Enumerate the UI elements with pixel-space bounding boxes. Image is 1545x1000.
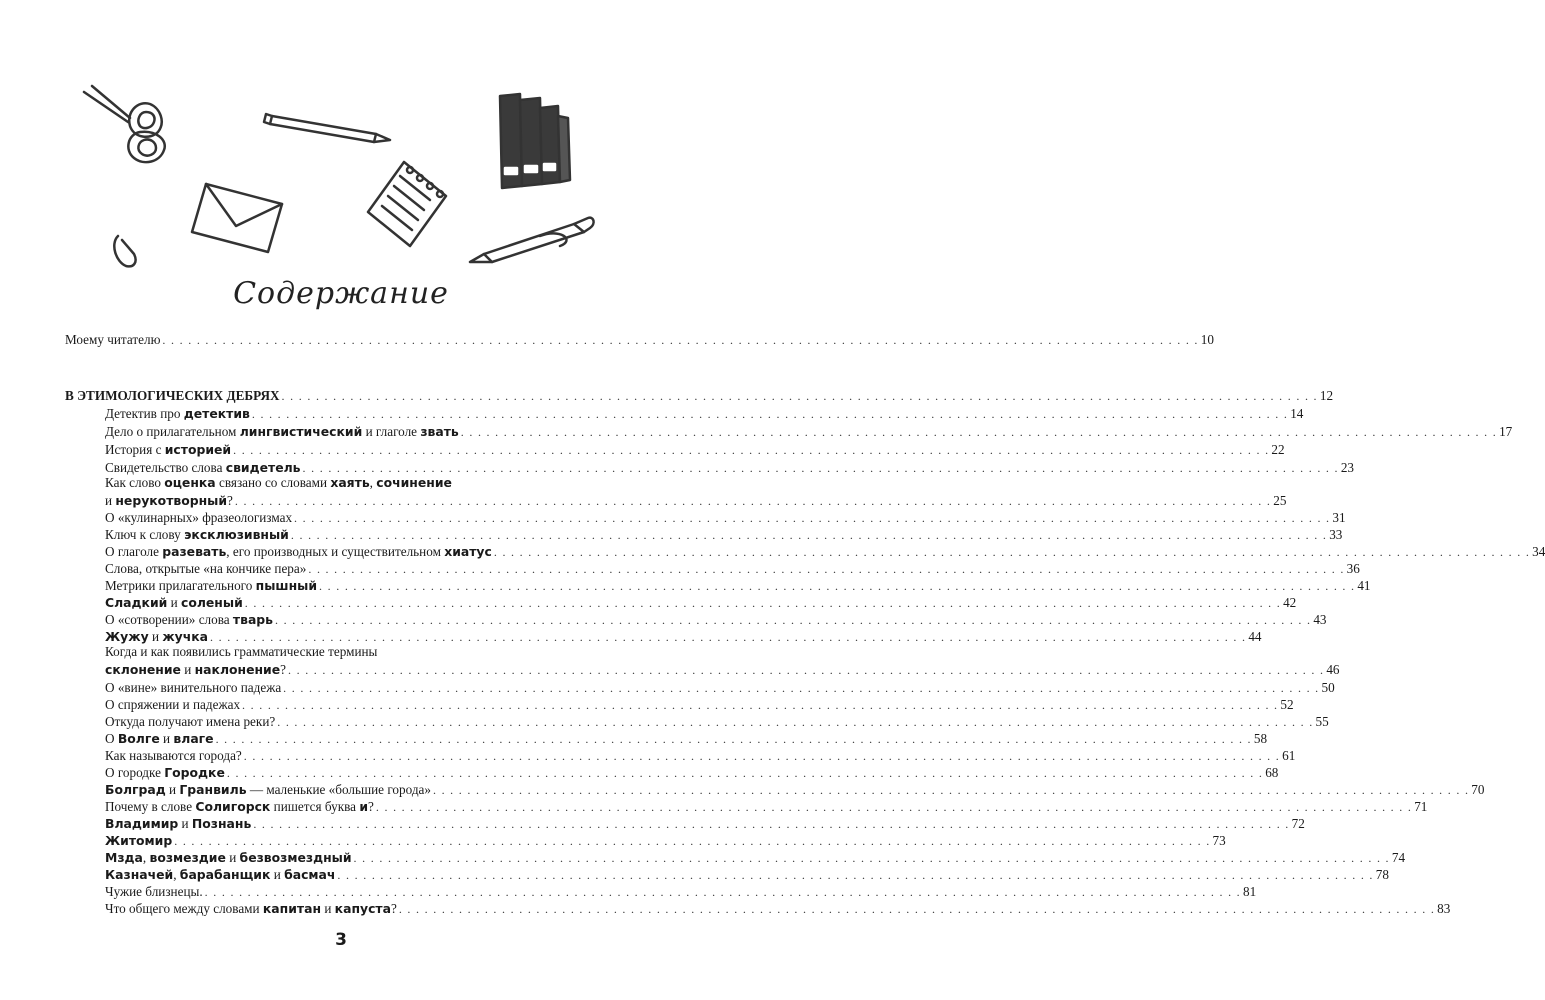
toc-page-number: 22: [1271, 442, 1285, 457]
toc-entry-title: [105, 611, 273, 628]
toc-text: Ключ к слову: [105, 527, 185, 542]
toc-text: О городке: [105, 765, 165, 780]
toc-text: История с: [105, 442, 165, 457]
notepad-icon: [368, 162, 446, 246]
toc-text: Когда и как появились грамматические термины: [105, 644, 378, 659]
toc-text: Что общего между словами: [105, 901, 263, 916]
toc-bold-word: басмач: [284, 867, 336, 882]
toc-page-number: 71: [1414, 799, 1428, 814]
toc-bold-word: Гранвиль: [179, 782, 247, 797]
toc-entry[interactable]: [105, 798, 1428, 816]
paperclip-icon: [114, 236, 135, 266]
toc-text: , его производных и существительном: [226, 544, 445, 559]
toc-page-number: 14: [1290, 406, 1304, 421]
toc-entry-title: [105, 849, 352, 866]
toc-entry[interactable]: [105, 815, 1305, 833]
toc-bold-word: барабанщик: [179, 867, 271, 882]
toc-bold-word: историей: [164, 442, 232, 457]
toc-bold-word: и: [359, 799, 369, 814]
toc-text: и: [167, 595, 181, 610]
toc-entry[interactable]: [65, 331, 1214, 349]
toc-bold-word: разевать: [162, 544, 227, 559]
toc-page-number: 43: [1313, 612, 1327, 627]
toc-bold-word: возмездие: [149, 850, 226, 865]
toc-entry[interactable]: [105, 747, 1296, 765]
toc-entry-title: [105, 423, 459, 440]
toc-text: и: [105, 493, 116, 508]
toc-leader-dots: . . . . . . . . . . . . . . . . . . . . . . . . . . . . . . . . . . . . . . . . . . . . . . . . . . . . . . . . . . . . . . . . . . . . . . . . . . . . . . . . . . . . . . . . . . . . . . . . . . . . . . . . . . . . . . . . . . . . . . . . .: [244, 596, 1282, 610]
toc-leader-dots: . . . . . . . . . . . . . . . . . . . . . . . . . . . . . . . . . . . . . . . . . . . . . . . . . . . . . . . . . . . . . . . . . . . . . . . . . . . . . . . . . . . . . . . . . . . . . . . . . . . . . . . . . . . . . . . . . . . . . . . . .: [233, 443, 1270, 457]
toc-page-number: 83: [1437, 901, 1451, 916]
toc-text: Свидетельство слова: [105, 460, 226, 475]
toc-entry-title: [105, 441, 231, 458]
toc-entry[interactable]: [105, 832, 1226, 850]
toc-entry-title: [105, 594, 243, 611]
toc-page-number: 70: [1471, 782, 1485, 797]
toc-text: и глаголе: [362, 424, 421, 439]
toc-text: ?: [390, 901, 397, 916]
toc-entry-title: [105, 543, 492, 560]
toc-bold-word: Волге: [117, 731, 160, 746]
toc-text: и: [321, 901, 335, 916]
toc-bold-word: безвозмездный: [239, 850, 352, 865]
toc-text: Как называются города?: [105, 748, 242, 763]
toc-entry-title: [105, 900, 397, 917]
toc-text: Почему в слове: [105, 799, 196, 814]
toc-page-number: 46: [1326, 662, 1340, 677]
toc-page-number: 52: [1280, 697, 1294, 712]
toc-bold-word: лингвистический: [239, 424, 363, 439]
toc-leader-dots: . . . . . . . . . . . . . . . . . . . . . . . . . . . . . . . . . . . . . . . . . . . . . . . . . . . . . . . . . . . . . . . . . . . . . . . . . . . . . . . . . . . . . . . . . . . . . . . . . . . . . . . . . . . . . . . . . . . . . . . . .: [283, 681, 1320, 695]
toc-entry-title: [105, 866, 335, 883]
toc-text: ?: [227, 493, 233, 508]
toc-entry-title: [105, 747, 242, 764]
toc-entry[interactable]: [105, 696, 1294, 714]
toc-leader-dots: . . . . . . . . . . . . . . . . . . . . . . . . . . . . . . . . . . . . . . . . . . . . . . . . . . . . . . . . . . . . . . . . . . . . . . . . . . . . . . . . . . . . . . . . . . . . . . . . . . . . . . . . . . . . . . . . . . . . . . . . .: [243, 749, 1281, 763]
toc-text: Моему читателю: [65, 332, 161, 347]
toc-bold-word: жучка: [162, 629, 208, 644]
toc-bold-word: оценка: [164, 475, 216, 490]
toc-page-number: 61: [1282, 748, 1296, 763]
toc-page-number: 68: [1265, 765, 1279, 780]
toc-page-number: 33: [1329, 527, 1343, 542]
toc-bold-word: В ЭТИМОЛОГИЧЕСКИХ ДЕБРЯХ: [65, 388, 280, 403]
toc-entry[interactable]: [105, 560, 1360, 578]
toc-bold-word: влаге: [173, 731, 214, 746]
toc-page-number: 55: [1315, 714, 1329, 729]
toc-text: и: [270, 867, 285, 882]
toc-bold-word: Казначей: [105, 867, 174, 882]
toc-bold-word: детектив: [183, 406, 250, 421]
toc-leader-dots: . . . . . . . . . . . . . . . . . . . . . . . . . . . . . . . . . . . . . . . . . . . . . . . . . . . . . . . . . . . . . . . . . . . . . . . . . . . . . . . . . . . . . . . . . . . . . . . . . . . . . . . . . . . . . . . . . . . . . . . . .: [210, 630, 1247, 644]
toc-bold-word: капитан: [262, 901, 322, 916]
toc-bold-word: Жужу: [105, 629, 149, 644]
toc-entry[interactable]: [105, 441, 1285, 459]
toc-leader-dots: . . . . . . . . . . . . . . . . . . . . . . . . . . . . . . . . . . . . . . . . . . . . . . . . . . . . . . . . . . . . . . . . . . . . . . . . . . . . . . . . . . . . . . . . . . . . . . . . . . . . . . . . . . . . . . . . . . . . . . . . .: [277, 715, 1314, 729]
toc-bold-word: эксклюзивный: [184, 527, 289, 542]
toc-entry-title: [65, 331, 160, 348]
toc-entry-line1: [105, 474, 452, 491]
toc-leader-dots: . . . . . . . . . . . . . . . . . . . . . . . . . . . . . . . . . . . . . . . . . . . . . . . . . . . . . . . . . . . . . . . . . . . . . . . . . . . . . . . . . . . . . . . . . . . . . . . . . . . . . . . . . . . . . . . . . . . . . . . . .: [432, 783, 1470, 797]
toc-entry-title: [105, 577, 317, 594]
toc-entry[interactable]: [105, 866, 1389, 884]
toc-entry[interactable]: [105, 405, 1304, 423]
toc-page-number: 44: [1248, 629, 1262, 644]
page-title: Содержание: [233, 276, 449, 311]
toc-bold-word: хиатус: [444, 544, 492, 559]
toc-entry[interactable]: [105, 900, 1451, 918]
toc-bold-word: Городке: [164, 765, 225, 780]
toc-leader-dots: . . . . . . . . . . . . . . . . . . . . . . . . . . . . . . . . . . . . . . . . . . . . . . . . . . . . . . . . . . . . . . . . . . . . . . . . . . . . . . . . . . . . . . . . . . . . . . . . . . . . . . . . . . . . . . . . . . . . . . . . .: [493, 545, 1531, 559]
toc-entry-title: [105, 405, 250, 422]
toc-page-number: 31: [1332, 510, 1346, 525]
toc-bold-word: сочинение: [376, 475, 452, 490]
toc-entry[interactable]: [105, 577, 1371, 595]
toc-page-number: 72: [1291, 816, 1305, 831]
toc-bold-word: Житомир: [105, 833, 173, 848]
toc-bold-word: наклонение: [194, 662, 281, 677]
toc-page-number: 34: [1532, 544, 1545, 559]
toc-leader-dots: . . . . . . . . . . . . . . . . . . . . . . . . . . . . . . . . . . . . . . . . . . . . . . . . . . . . . . . . . . . . . . . . . . . . . . . . . . . . . . . . . . . . . . . . . . . . . . . . . . . . . . . . . . . . . . . . . . . . . . . . .: [242, 698, 1279, 712]
toc-bold-word: капуста: [334, 901, 391, 916]
toc-leader-dots: . . . . . . . . . . . . . . . . . . . . . . . . . . . . . . . . . . . . . . . . . . . . . . . . . . . . . . . . . . . . . . . . . . . . . . . . . . . . . . . . . . . . . . . . . . . . . . . . . . . . . . . . . . . . . . . . . . . . . . . . .: [162, 333, 1199, 347]
toc-text: ,: [142, 850, 150, 865]
envelope-icon: [192, 184, 282, 252]
toc-page-number: 10: [1200, 332, 1214, 347]
toc-entry[interactable]: [105, 764, 1279, 782]
pen-icon: [470, 218, 594, 262]
toc-leader-dots: . . . . . . . . . . . . . . . . . . . . . . . . . . . . . . . . . . . . . . . . . . . . . . . . . . . . . . . . . . . . . . . . . . . . . . . . . . . . . . . . . . . . . . . . . . . . . . . . . . . . . . . . . . . . . . . . . . . . . . . . .: [290, 528, 1328, 542]
toc-entry-title: [105, 781, 431, 798]
toc-entry-title: [105, 730, 214, 747]
toc-page-number: 74: [1391, 850, 1406, 865]
toc-bold-word: Познань: [191, 816, 252, 831]
toc-leader-dots: . . . . . . . . . . . . . . . . . . . . . . . . . . . . . . . . . . . . . . . . . . . . . . . . . . . . . . . . . . . . . . . . . . . . . . . . . . . . . . . . . . . . . . . . . . . . . . . . . . . . . . . . . . . . . . . . . . . . . . . . .: [251, 407, 1289, 421]
toc-page-number: 36: [1346, 561, 1360, 576]
toc-bold-word: соленый: [180, 595, 243, 610]
toc-text: Откуда получают имена реки?: [105, 714, 276, 729]
toc-entry[interactable]: [105, 611, 1327, 629]
toc-leader-dots: . . . . . . . . . . . . . . . . . . . . . . . . . . . . . . . . . . . . . . . . . . . . . . . . . . . . . . . . . . . . . . . . . . . . . . . . . . . . . . . . . . . . . . . . . . . . . . . . . . . . . . . . . . . . . . . . . . . . . . . . .: [375, 800, 1413, 814]
toc-leader-dots: . . . . . . . . . . . . . . . . . . . . . . . . . . . . . . . . . . . . . . . . . . . . . . . . . . . . . . . . . . . . . . . . . . . . . . . . . . . . . . . . . . . . . . . . . . . . . . . . . . . . . . . . . . . . . . . . . . . . . . . . .: [294, 511, 1331, 525]
toc-entry[interactable]: [105, 492, 1287, 510]
toc-entry-title: [105, 679, 281, 696]
toc-page-number: 81: [1242, 884, 1257, 899]
toc-entry-title: [105, 492, 233, 509]
toc-text: и: [159, 731, 174, 746]
toc-entry[interactable]: [105, 526, 1343, 544]
toc-text: О «сотворении» слова: [105, 612, 233, 627]
toc-bold-word: тварь: [232, 612, 274, 627]
toc-entry[interactable]: [105, 883, 1257, 901]
toc-text: Чужие близнецы.: [105, 884, 203, 899]
toc-text: Детектив про: [105, 406, 184, 421]
toc-page-number: 78: [1375, 867, 1389, 882]
toc-page-number: 12: [1319, 388, 1334, 403]
toc-leader-dots: . . . . . . . . . . . . . . . . . . . . . . . . . . . . . . . . . . . . . . . . . . . . . . . . . . . . . . . . . . . . . . . . . . . . . . . . . . . . . . . . . . . . . . . . . . . . . . . . . . . . . . . . . . . . . . . . . . . . . . . . .: [398, 902, 1436, 916]
toc-bold-word: пышный: [255, 578, 318, 593]
page-number: 3: [335, 930, 347, 950]
toc-bold-word: Владимир: [105, 816, 179, 831]
toc-leader-dots: . . . . . . . . . . . . . . . . . . . . . . . . . . . . . . . . . . . . . . . . . . . . . . . . . . . . . . . . . . . . . . . . . . . . . . . . . . . . . . . . . . . . . . . . . . . . . . . . . . . . . . . . . . . . . . . . . . . . . . . . .: [174, 834, 1211, 848]
toc-bold-word: Мзда: [105, 850, 143, 865]
toc-leader-dots: . . . . . . . . . . . . . . . . . . . . . . . . . . . . . . . . . . . . . . . . . . . . . . . . . . . . . . . . . . . . . . . . . . . . . . . . . . . . . . . . . . . . . . . . . . . . . . . . . . . . . . . . . . . . . . . . . . . . . . . . .: [234, 494, 1272, 508]
toc-text: Слова, открытые «на кончике пера»: [105, 561, 307, 576]
toc-leader-dots: . . . . . . . . . . . . . . . . . . . . . . . . . . . . . . . . . . . . . . . . . . . . . . . . . . . . . . . . . . . . . . . . . . . . . . . . . . . . . . . . . . . . . . . . . . . . . . . . . . . . . . . . . . . . . . . . . . . . . . . . .: [460, 425, 1498, 439]
toc-entry-title: [105, 509, 292, 526]
toc-page-number: 73: [1212, 833, 1226, 848]
toc-entry[interactable]: [65, 387, 1334, 405]
toc-leader-dots: . . . . . . . . . . . . . . . . . . . . . . . . . . . . . . . . . . . . . . . . . . . . . . . . . . . . . . . . . . . . . . . . . . . . . . . . . . . . . . . . . . . . . . . . . . . . . . . . . . . . . . . . . . . . . . . . . . . . . . . . .: [275, 613, 1312, 627]
toc-entry[interactable]: [105, 543, 1545, 561]
toc-text: и: [165, 782, 180, 797]
toc-text: и: [148, 629, 163, 644]
toc-leader-dots: . . . . . . . . . . . . . . . . . . . . . . . . . . . . . . . . . . . . . . . . . . . . . . . . . . . . . . . . . . . . . . . . . . . . . . . . . . . . . . . . . . . . . . . . . . . . . . . . . . . . . . . . . . . . . . . . . . . . . . . . .: [308, 562, 1345, 576]
toc-bold-word: звать: [420, 424, 459, 439]
toc-entry-title: [105, 713, 275, 730]
toc-entry-line1: [105, 643, 377, 660]
toc-entry[interactable]: [105, 679, 1335, 697]
toc-leader-dots: . . . . . . . . . . . . . . . . . . . . . . . . . . . . . . . . . . . . . . . . . . . . . . . . . . . . . . . . . . . . . . . . . . . . . . . . . . . . . . . . . . . . . . . . . . . . . . . . . . . . . . . . . . . . . . . . . . . . . . . . .: [226, 766, 1264, 780]
toc-entry[interactable]: [105, 849, 1406, 867]
toc-text: связано со словами: [215, 475, 331, 490]
toc-page-number: 50: [1321, 680, 1335, 695]
toc-entry-title: [65, 387, 280, 404]
toc-entry-title: [105, 560, 306, 577]
toc-entry-title: [105, 832, 172, 849]
toc-text: Дело о прилагательном: [105, 424, 240, 439]
toc-entry[interactable]: [105, 781, 1485, 799]
toc-entry[interactable]: [105, 730, 1268, 748]
toc-entry-title: [105, 764, 225, 781]
toc-text: О глаголе: [105, 544, 163, 559]
stationery-illustration: [0, 0, 682, 280]
toc-page-number: 58: [1253, 731, 1268, 746]
toc-bold-word: Сладкий: [105, 595, 168, 610]
toc-text: О «вине» винительного падежа: [105, 680, 282, 695]
toc-text: О спряжении и падежах: [105, 697, 241, 712]
toc-text: ,: [369, 475, 377, 490]
toc-page-number: 41: [1357, 578, 1371, 593]
toc-text: — маленькие «большие города»: [246, 782, 431, 797]
toc-leader-dots: . . . . . . . . . . . . . . . . . . . . . . . . . . . . . . . . . . . . . . . . . . . . . . . . . . . . . . . . . . . . . . . . . . . . . . . . . . . . . . . . . . . . . . . . . . . . . . . . . . . . . . . . . . . . . . . . . . . . . . . . .: [302, 461, 1339, 475]
toc-bold-word: Болград: [105, 782, 166, 797]
toc-leader-dots: . . . . . . . . . . . . . . . . . . . . . . . . . . . . . . . . . . . . . . . . . . . . . . . . . . . . . . . . . . . . . . . . . . . . . . . . . . . . . . . . . . . . . . . . . . . . . . . . . . . . . . . . . . . . . . . . . . . . . . . . .: [281, 389, 1318, 403]
toc-leader-dots: . . . . . . . . . . . . . . . . . . . . . . . . . . . . . . . . . . . . . . . . . . . . . . . . . . . . . . . . . . . . . . . . . . . . . . . . . . . . . . . . . . . . . . . . . . . . . . . . . . . . . . . . . . . . . . . . . . . . . . . . .: [253, 817, 1290, 831]
toc-entry[interactable]: [105, 713, 1329, 731]
toc-bold-word: свидетель: [225, 460, 301, 475]
toc-entry[interactable]: [105, 594, 1297, 612]
toc-text: ,: [173, 867, 180, 882]
toc-text: ?: [280, 662, 286, 677]
toc-page-number: 23: [1340, 460, 1355, 475]
toc-bold-word: склонение: [105, 662, 181, 677]
toc-page-number: 17: [1499, 424, 1513, 439]
toc-entry-title: [105, 798, 374, 815]
toc-text: О: [105, 731, 118, 746]
scissors-icon: [84, 86, 165, 162]
toc-leader-dots: . . . . . . . . . . . . . . . . . . . . . . . . . . . . . . . . . . . . . . . . . . . . . . . . . . . . . . . . . . . . . . . . . . . . . . . . . . . . . . . . . . . . . . . . . . . . . . . . . . . . . . . . . . . . . . . . . . . . . . . . .: [319, 579, 1356, 593]
toc-leader-dots: . . . . . . . . . . . . . . . . . . . . . . . . . . . . . . . . . . . . . . . . . . . . . . . . . . . . . . . . . . . . . . . . . . . . . . . . . . . . . . . . . . . . . . . . . . . . . . . . . . . . . . . . . . . . . . . . . . . . . . . . .: [204, 885, 1241, 899]
toc-text: и: [178, 816, 192, 831]
toc-entry-title: [105, 883, 203, 900]
toc-entry[interactable]: [105, 509, 1346, 527]
toc-text: О «кулинарных» фразеологизмах: [105, 510, 293, 525]
toc-bold-word: нерукотворный: [115, 493, 228, 508]
toc-leader-dots: . . . . . . . . . . . . . . . . . . . . . . . . . . . . . . . . . . . . . . . . . . . . . . . . . . . . . . . . . . . . . . . . . . . . . . . . . . . . . . . . . . . . . . . . . . . . . . . . . . . . . . . . . . . . . . . . . . . . . . . . .: [215, 732, 1252, 746]
toc-entry-title: [105, 661, 286, 678]
toc-leader-dots: . . . . . . . . . . . . . . . . . . . . . . . . . . . . . . . . . . . . . . . . . . . . . . . . . . . . . . . . . . . . . . . . . . . . . . . . . . . . . . . . . . . . . . . . . . . . . . . . . . . . . . . . . . . . . . . . . . . . . . . . .: [337, 868, 1374, 882]
toc-text: пишется буква: [270, 799, 360, 814]
toc-entry[interactable]: [105, 661, 1340, 679]
toc-page-number: 25: [1273, 493, 1287, 508]
toc-entry-title: [105, 815, 251, 832]
toc-leader-dots: . . . . . . . . . . . . . . . . . . . . . . . . . . . . . . . . . . . . . . . . . . . . . . . . . . . . . . . . . . . . . . . . . . . . . . . . . . . . . . . . . . . . . . . . . . . . . . . . . . . . . . . . . . . . . . . . . . . . . . . . .: [288, 663, 1325, 677]
toc-text: и: [225, 850, 240, 865]
toc-text: ?: [368, 799, 374, 814]
toc-bold-word: хаять: [330, 475, 370, 490]
toc-bold-word: Солигорск: [195, 799, 271, 814]
toc-entry-title: [105, 696, 240, 713]
binders-icon: [500, 94, 570, 188]
toc-text: и: [180, 662, 195, 677]
toc-entry[interactable]: [105, 423, 1513, 441]
toc-entry-title: [105, 526, 289, 543]
toc-leader-dots: . . . . . . . . . . . . . . . . . . . . . . . . . . . . . . . . . . . . . . . . . . . . . . . . . . . . . . . . . . . . . . . . . . . . . . . . . . . . . . . . . . . . . . . . . . . . . . . . . . . . . . . . . . . . . . . . . . . . . . . . .: [353, 851, 1390, 865]
toc-page-number: 42: [1283, 595, 1297, 610]
pencil-icon: [264, 114, 390, 142]
toc-text: Как слово: [105, 475, 165, 490]
toc-text: Метрики прилагательного: [105, 578, 256, 593]
